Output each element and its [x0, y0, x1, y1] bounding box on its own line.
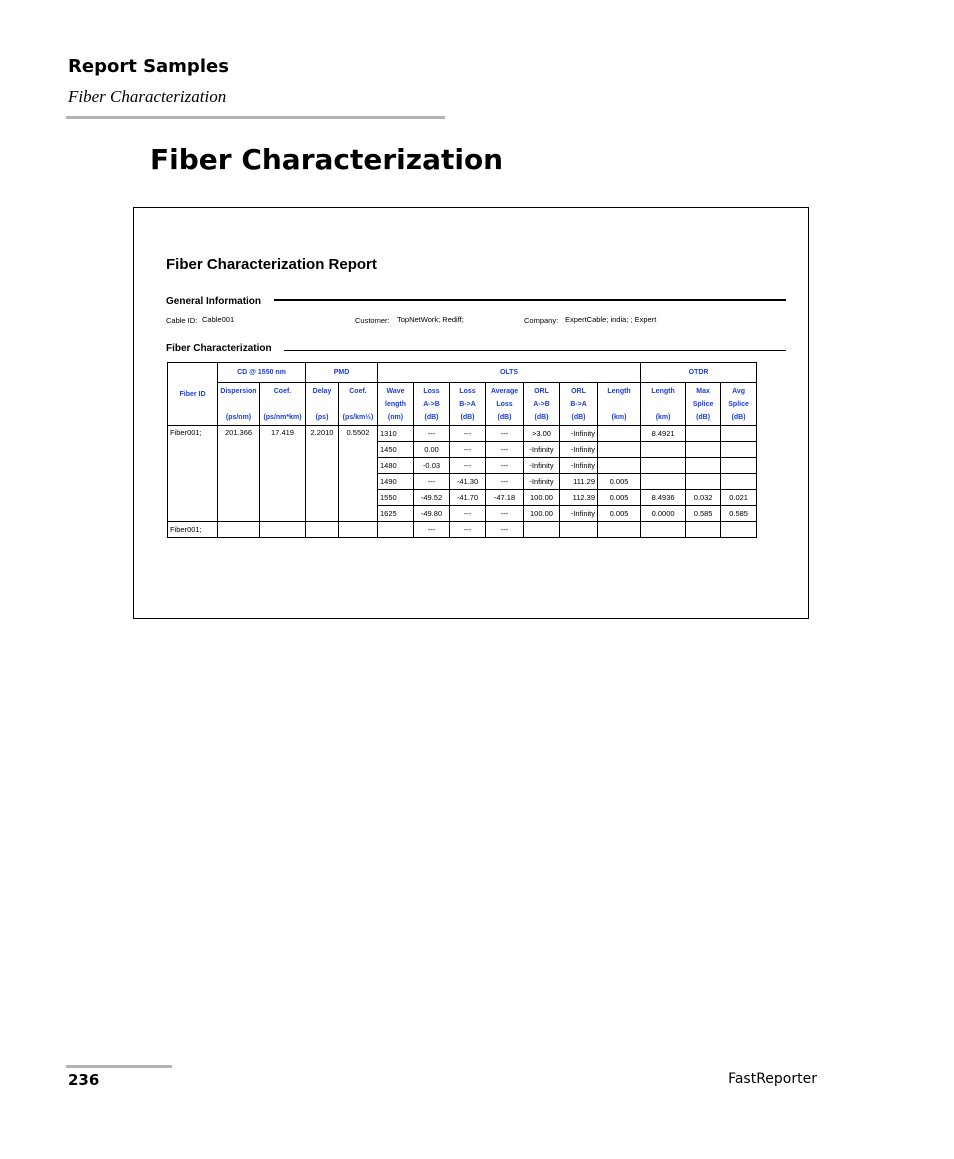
fiber-id-cell: Fiber001;	[168, 426, 218, 522]
column-header-line: (km)	[655, 413, 671, 421]
column-header-line: Average	[490, 387, 519, 395]
loss-ab-cell: ---	[414, 474, 450, 490]
cd-coef-cell: 17.419	[260, 426, 306, 522]
fiber-id-cell: Fiber001;	[168, 522, 218, 538]
otdr-length-cell	[641, 458, 686, 474]
report-sample-frame	[133, 207, 809, 619]
column-header-line: ORL	[534, 387, 549, 395]
column-header-line: Length	[651, 387, 675, 395]
column-header-line: (dB)	[696, 413, 711, 421]
table-cell	[721, 522, 757, 538]
company-label: Company:	[524, 316, 559, 325]
table-cell	[686, 522, 721, 538]
table-cell	[260, 522, 306, 538]
otdr-length-cell	[641, 474, 686, 490]
olts-length-cell: 0.005	[598, 490, 641, 506]
company-value: ExpertCable; india; ; Expert	[565, 315, 657, 324]
column-header-line: Loss	[423, 387, 440, 395]
column-header	[486, 383, 524, 426]
column-header	[306, 383, 339, 426]
pmd-coef-cell: 0.5502	[339, 426, 378, 522]
max-splice-cell	[686, 474, 721, 490]
table-cell	[641, 522, 686, 538]
loss-ab-cell: -49.52	[414, 490, 450, 506]
footer-rule	[66, 1065, 172, 1068]
fiber-char-label: Fiber Characterization	[166, 343, 272, 354]
column-header-line: Delay	[312, 387, 332, 395]
olts-group-header: OLTS	[378, 363, 641, 383]
orl-ba-cell: 112.39	[560, 490, 598, 506]
general-info-rule	[274, 299, 786, 301]
column-header	[686, 383, 721, 426]
column-header-line: B->A	[459, 400, 476, 408]
table-cell	[524, 522, 560, 538]
olts-length-cell	[598, 442, 641, 458]
loss-ba-cell: -41.30	[450, 474, 486, 490]
column-header	[560, 383, 598, 426]
column-header-line: (dB)	[571, 413, 586, 421]
fiber-characterization-table	[167, 362, 757, 538]
column-header	[339, 383, 378, 426]
loss-ab-cell: -0.03	[414, 458, 450, 474]
table-cell	[560, 522, 598, 538]
customer-value: TopNetWork; Rediff;	[397, 315, 464, 324]
max-splice-cell	[686, 426, 721, 442]
page-number: 236	[68, 1071, 100, 1089]
column-header-line: (km)	[611, 413, 627, 421]
column-header-line: Splice	[692, 400, 714, 408]
column-header-line: B->A	[570, 400, 587, 408]
column-header-line: A->B	[533, 400, 550, 408]
table-cell: ---	[450, 522, 486, 538]
column-header	[450, 383, 486, 426]
column-header-line: Coef.	[273, 387, 292, 395]
column-header-line: (nm)	[387, 413, 404, 421]
column-header-line: Length	[607, 387, 631, 395]
cd-group-header: CD @ 1550 nm	[218, 363, 306, 383]
table-cell	[378, 522, 414, 538]
column-header-line: Dispersion	[220, 387, 257, 395]
max-splice-cell	[686, 442, 721, 458]
olts-length-cell: 0.005	[598, 474, 641, 490]
max-splice-cell: 0.585	[686, 506, 721, 522]
report-title: Fiber Characterization Report	[166, 256, 377, 273]
max-splice-cell	[686, 458, 721, 474]
avg-loss-cell: ---	[486, 474, 524, 490]
olts-length-cell	[598, 458, 641, 474]
column-header-line: (dB)	[534, 413, 549, 421]
column-header	[598, 383, 641, 426]
column-header	[378, 383, 414, 426]
cable-id-label: Cable ID:	[166, 316, 198, 325]
column-header-line: (dB)	[424, 413, 439, 421]
column-header-line: (dB)	[731, 413, 746, 421]
otdr-length-cell: 0.0000	[641, 506, 686, 522]
otdr-group-header: OTDR	[641, 363, 757, 383]
avg-splice-cell: 0.021	[721, 490, 757, 506]
column-header-line: (ps/nm)	[225, 413, 252, 421]
wavelength-cell: 1550	[378, 490, 414, 506]
avg-splice-cell: 0.585	[721, 506, 757, 522]
loss-ab-cell: 0.00	[414, 442, 450, 458]
column-header-line: (ps/nm*km)	[263, 413, 302, 421]
dispersion-cell: 201.366	[218, 426, 260, 522]
table-column-header-row	[168, 383, 757, 426]
column-header-line: Wave	[386, 387, 405, 395]
loss-ab-cell: ---	[414, 426, 450, 442]
column-header-line: (dB)	[460, 413, 475, 421]
avg-loss-cell: ---	[486, 506, 524, 522]
column-header-line: A->B	[423, 400, 440, 408]
table-row	[168, 522, 757, 538]
column-header-line: ORL	[571, 387, 586, 395]
loss-ba-cell: -41.70	[450, 490, 486, 506]
avg-loss-cell: ---	[486, 442, 524, 458]
running-header-subtitle: Fiber Characterization	[68, 87, 227, 106]
orl-ba-cell: -Infinity	[560, 426, 598, 442]
otdr-length-cell	[641, 442, 686, 458]
column-header-line: Max	[696, 387, 710, 395]
orl-ba-cell: -Infinity	[560, 442, 598, 458]
wavelength-cell: 1450	[378, 442, 414, 458]
column-header-line: (dB)	[497, 413, 512, 421]
column-header	[721, 383, 757, 426]
column-header-line: (ps/km½)	[342, 413, 374, 421]
column-header-line: length	[385, 400, 406, 408]
orl-ba-cell: 111.29	[560, 474, 598, 490]
table-cell: ---	[486, 522, 524, 538]
avg-loss-cell: -47.18	[486, 490, 524, 506]
column-header-line: Loss	[459, 387, 476, 395]
customer-label: Customer:	[355, 316, 390, 325]
avg-splice-cell	[721, 442, 757, 458]
max-splice-cell: 0.032	[686, 490, 721, 506]
olts-length-cell	[598, 426, 641, 442]
table-cell	[218, 522, 260, 538]
loss-ba-cell: ---	[450, 506, 486, 522]
column-header-line: Loss	[496, 400, 513, 408]
orl-ab-cell: 100.00	[524, 506, 560, 522]
avg-loss-cell: ---	[486, 458, 524, 474]
column-header-line: Coef.	[349, 387, 367, 395]
table-group-header-row	[168, 363, 757, 383]
orl-ba-cell: -Infinity	[560, 506, 598, 522]
header-rule	[66, 116, 445, 119]
loss-ba-cell: ---	[450, 458, 486, 474]
orl-ab-cell: >3.00	[524, 426, 560, 442]
pmd-delay-cell: 2.2010	[306, 426, 339, 522]
table-cell: ---	[414, 522, 450, 538]
wavelength-cell: 1625	[378, 506, 414, 522]
cable-id-value: Cable001	[202, 315, 235, 324]
olts-length-cell: 0.005	[598, 506, 641, 522]
otdr-length-cell: 8.4936	[641, 490, 686, 506]
column-header	[260, 383, 306, 426]
wavelength-cell: 1490	[378, 474, 414, 490]
loss-ba-cell: ---	[450, 426, 486, 442]
product-name: FastReporter	[728, 1071, 817, 1087]
column-header-line: (ps)	[315, 413, 329, 421]
avg-splice-cell	[721, 426, 757, 442]
wavelength-cell: 1310	[378, 426, 414, 442]
orl-ba-cell: -Infinity	[560, 458, 598, 474]
page-title: Fiber Characterization	[150, 143, 504, 176]
column-header	[414, 383, 450, 426]
pmd-group-header: PMD	[306, 363, 378, 383]
table-cell	[306, 522, 339, 538]
table-cell	[598, 522, 641, 538]
fiber-char-rule	[284, 350, 786, 351]
column-header-line: Avg	[732, 387, 746, 395]
table-cell	[339, 522, 378, 538]
orl-ab-cell: -Infinity	[524, 442, 560, 458]
column-header	[641, 383, 686, 426]
avg-splice-cell	[721, 474, 757, 490]
loss-ab-cell: -49.80	[414, 506, 450, 522]
wavelength-cell: 1480	[378, 458, 414, 474]
general-info-label: General Information	[166, 296, 262, 307]
fiber-id-header: Fiber ID	[168, 363, 218, 426]
orl-ab-cell: 100.00	[524, 490, 560, 506]
orl-ab-cell: -Infinity	[524, 458, 560, 474]
otdr-length-cell: 8.4921	[641, 426, 686, 442]
column-header	[218, 383, 260, 426]
column-header	[524, 383, 560, 426]
avg-loss-cell: ---	[486, 426, 524, 442]
avg-splice-cell	[721, 458, 757, 474]
loss-ba-cell: ---	[450, 442, 486, 458]
running-header-title: Report Samples	[68, 56, 229, 77]
table-row	[168, 426, 757, 442]
column-header-line: Splice	[728, 400, 749, 408]
orl-ab-cell: -Infinity	[524, 474, 560, 490]
